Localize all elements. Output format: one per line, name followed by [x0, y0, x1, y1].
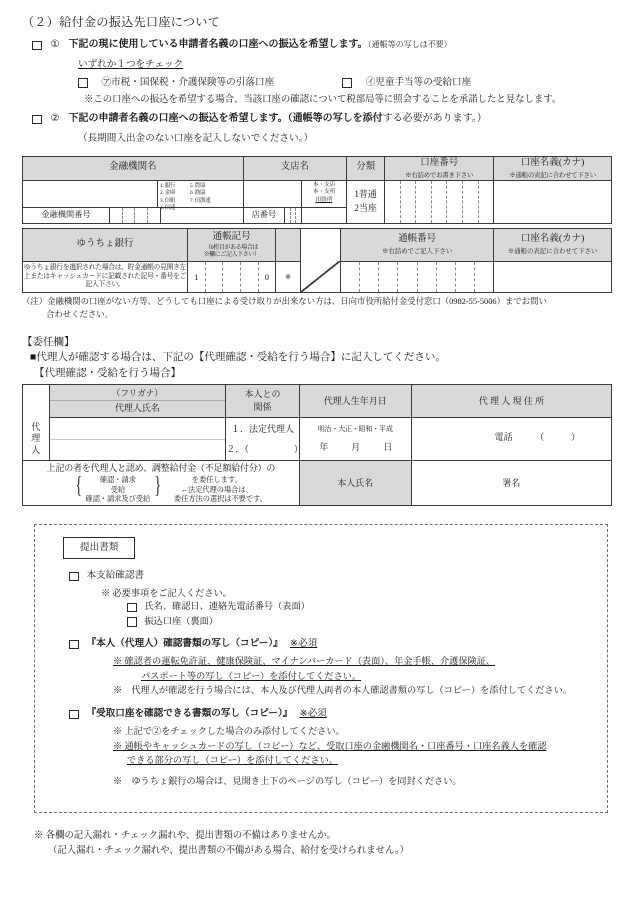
proxy-entry-row — [23, 418, 612, 461]
option-2-bold: 下記の申請者名義の口座への振込を希望します。（通帳等の写しを添付 — [68, 113, 383, 125]
yucho-name-input[interactable] — [494, 262, 611, 292]
cell-signature[interactable] — [411, 461, 611, 506]
acct-digit-1[interactable] — [385, 181, 401, 223]
footer-line-1: ※ 各欄の記入漏れ・チェック漏れや、提出書類の不備はありませんか。 — [34, 830, 336, 841]
cell-proxy-address[interactable] — [411, 418, 611, 461]
branch-kind-spacer — [301, 208, 346, 223]
submission-item-1-row — [69, 569, 595, 583]
yucho-name-header — [494, 228, 612, 261]
delegation-top-text: 上記の者を代理人と認め、調整給付金（不足額給付分）の — [46, 462, 276, 473]
submission-item-1-label: 本支給確認書 — [86, 570, 145, 582]
header-account-number — [385, 156, 494, 180]
kigou-digit-1[interactable]: 1 — [188, 262, 206, 292]
yucho-kigou-sub-2: ※欄にご記入下さい） — [203, 251, 260, 258]
branch-name-input[interactable] — [244, 181, 302, 207]
option-2-text — [68, 112, 486, 127]
proxy-vertical-label: 代 理 人 — [23, 418, 50, 461]
yucho-kigou-header — [187, 228, 275, 261]
branch-kind-3: 出張所 — [315, 196, 333, 203]
relation-option-1[interactable]: １．法定代理人 — [230, 424, 294, 435]
proxy-relation-label-1: 本人との — [244, 389, 281, 399]
submission-item-3-note-4: ※ ゆうちょ銀行の場合は、見開き上下のページの写し（コピー）を同封ください。 — [113, 776, 462, 787]
account-type-option-1[interactable]: 1普通 — [354, 189, 377, 200]
kigou-digit-2[interactable] — [206, 262, 224, 292]
inst-digit-3[interactable] — [135, 208, 148, 223]
proxy-heading: 【委任欄】 — [22, 337, 75, 349]
proxy-name-label: 代理人氏名 — [114, 403, 160, 414]
institution-name-area — [23, 181, 243, 212]
cell-proxy-relation[interactable] — [226, 418, 303, 461]
delegation-brace-row — [73, 475, 299, 505]
bank-table-header-row — [23, 156, 612, 180]
bangou-digit-6[interactable] — [437, 262, 456, 292]
cell-proxy-name[interactable] — [49, 418, 226, 461]
submission-item-1-check-1-row — [127, 600, 595, 613]
delegation-right-2: ←法定代理の場合は、 — [180, 485, 253, 494]
proxy-birth-header: 代理人生年月日 — [299, 384, 411, 418]
footer-line-2: （記入漏れ・チェック漏れや、提出書類の不備がある場合、給付を受けられません。） — [48, 845, 410, 856]
institution-kind-spacer — [160, 208, 243, 223]
branch-kind-1: 本・支店 — [312, 181, 336, 188]
bangou-digit-3[interactable] — [379, 262, 398, 292]
yucho-instruction-note: ゆうちょ銀行を選択された場合は、貯金通帳の見開き左上またはキャッシュカードに記載された記号・番号をご記入下さい。 — [23, 261, 188, 292]
acct-digit-7[interactable] — [479, 181, 494, 223]
institution-kind-list — [158, 181, 243, 212]
institution-number-area — [23, 208, 243, 223]
cell-yucho-name[interactable] — [494, 261, 612, 292]
bangou-digit-5[interactable] — [418, 262, 437, 292]
header-institution: 金融機関名 — [23, 156, 244, 180]
header-account-name-main: 口座名義(カナ) — [520, 157, 585, 168]
checkbox-submission-3[interactable] — [69, 710, 79, 720]
cell-yucho-kigou-star[interactable]: ※ — [276, 261, 301, 292]
submission-item-1-note: ※ 必要事項をご記入ください。 — [101, 588, 232, 599]
checkbox-submission-1-b[interactable] — [127, 617, 137, 627]
self-name-label: 本人氏名 — [299, 461, 411, 506]
checkbox-option-1[interactable] — [32, 41, 42, 51]
option-b-label: ㋑児童手当等の受給口座 — [365, 76, 472, 88]
relation-option-2[interactable]: ２．（ ） — [226, 444, 303, 455]
yucho-kigou-star-header — [276, 228, 301, 261]
proxy-name-input[interactable] — [50, 440, 226, 460]
proxy-section — [22, 335, 612, 506]
branch-name-area — [244, 181, 346, 208]
check-one-label: いずれか１つをチェック — [78, 58, 184, 70]
branch-number-boxes[interactable] — [285, 208, 301, 223]
submission-item-3-text — [87, 707, 327, 721]
yucho-divider-slash — [300, 261, 340, 292]
branch-kind-list — [302, 181, 346, 207]
submission-item-3-note-1: ※ 上記で②をチェックした場合のみ添付してください。 — [113, 726, 345, 737]
submission-item-2-label: 『本人（代理人）確認書類の写し（コピー）』 — [86, 638, 283, 650]
branch-cell-inner — [244, 181, 346, 223]
option-2-tail: する必要があります。） — [382, 113, 487, 125]
cell-account-name[interactable] — [494, 180, 612, 223]
kind-6: 6. 漁協 — [189, 190, 206, 197]
submission-item-1-check-2-label: 振込口座（裏面） — [144, 615, 218, 626]
option-1-paren: （通帳等の写しは不要） — [367, 40, 452, 50]
branch-number-label: 店番号 — [244, 208, 285, 223]
branch-number-area — [244, 208, 346, 223]
checkbox-option-a[interactable] — [78, 78, 88, 88]
yucho-table — [22, 228, 612, 293]
proxy-name-header — [49, 384, 226, 418]
bank-table-entry-row — [23, 180, 612, 223]
yucho-entry-row — [23, 261, 612, 292]
bangou-digit-7[interactable] — [456, 262, 475, 292]
delegation-option-3[interactable]: 確認・請求及び受給 — [85, 495, 151, 504]
option-2-subnote: （長期間入出金のない口座を記入しないでください。） — [78, 132, 314, 144]
bank-note — [22, 296, 612, 321]
kind-3: 3. 信組 — [159, 197, 176, 204]
acct-digit-5[interactable] — [447, 181, 463, 223]
submission-item-3-label: 『受取口座を確認できる書類の写し（コピー）』 — [86, 708, 293, 720]
inst-digit-2[interactable] — [123, 208, 136, 223]
option-1-bold: 下記の現に使用している申請者名義の口座への振込を希望します。 — [68, 39, 368, 51]
header-type: 分類 — [346, 156, 384, 180]
delegation-option-2[interactable]: 受給 — [110, 485, 126, 494]
header-account-number-main: 口座番号 — [420, 157, 459, 168]
signature-label: 署名 — [502, 477, 521, 488]
submission-item-2 — [47, 637, 595, 698]
bank-note-line-2: 合わせください。 — [46, 309, 113, 319]
yucho-kigou-main: 通帳記号 — [212, 231, 251, 242]
option-2-row — [32, 112, 614, 127]
yucho-name-sub: ※通帳の表記に合わせて下さい — [507, 248, 598, 256]
submission-item-2-text — [87, 637, 318, 651]
institution-number-label: 金融機関番号 — [23, 208, 110, 223]
submission-item-3 — [47, 707, 595, 789]
submission-item-1-check-1-label: 氏名、確認日、連絡先電話番号（表面） — [144, 601, 310, 612]
bangou-digit-2[interactable] — [360, 262, 379, 292]
brace-right-icon: } — [154, 473, 162, 500]
option-a-label: ㋐市税・国保税・介護保険等の引落口座 — [101, 76, 275, 88]
submission-item-1 — [47, 569, 595, 628]
cell-institution[interactable] — [23, 180, 244, 223]
delegation-statement-cell — [23, 461, 300, 506]
submission-documents-box — [34, 524, 608, 813]
institution-number-boxes[interactable] — [110, 208, 160, 223]
kind-1: 1. 銀行 — [159, 182, 176, 189]
header-account-number-sub: ※右詰めでお書き下さい — [405, 171, 474, 179]
proxy-name-inner — [50, 418, 226, 460]
birth-era-options[interactable]: 明治・大正・昭和・平成 — [317, 425, 393, 433]
inst-digit-1[interactable] — [110, 208, 123, 223]
yucho-bangou-sub: ※右詰めでご記入下さい — [381, 248, 453, 256]
header-account-name — [494, 156, 612, 180]
yucho-bangou-main: 通帳番号 — [398, 234, 437, 245]
bank-note-line-1: （注）金融機関の口座がない方等、どうしても口座による受け取りが出来ない方は、日向市役所給付金受付窓口（0982-55-5006）までお問い — [22, 296, 547, 306]
delegation-right-1: を委任します。 — [191, 476, 242, 485]
account-type-option-2[interactable]: 2当座 — [354, 202, 377, 213]
acct-digit-2[interactable] — [401, 181, 417, 223]
yucho-name-main: 口座名義(カナ) — [520, 234, 585, 245]
bank-account-table-wrap — [22, 156, 612, 293]
footer-note — [34, 829, 612, 859]
submission-title: 提出書類 — [63, 537, 135, 559]
submission-item-2-note-2: パスポート等の写し（コピー）を添付してください。 — [141, 670, 362, 681]
option-1-text — [68, 38, 451, 53]
checkbox-submission-1-a[interactable] — [127, 603, 137, 613]
sub-options-row — [78, 76, 614, 90]
kigou-digit-5[interactable]: 0 — [264, 271, 270, 282]
delegation-option-1[interactable]: 確認・請求 — [99, 476, 136, 485]
yucho-kigou-sub-1: （6桁目がある場合は — [205, 244, 259, 251]
header-branch: 支店名 — [243, 156, 346, 180]
cell-yucho-kigou[interactable] — [187, 261, 275, 292]
kigou-digit-3[interactable] — [223, 262, 241, 292]
branch-kind-2: 本・支所 — [312, 189, 336, 196]
cell-account-type[interactable] — [346, 180, 384, 223]
bangou-digit-4[interactable] — [398, 262, 417, 292]
section-2-title: （２）給付金の振込先口座について — [22, 15, 221, 29]
institution-cell-inner — [23, 181, 243, 223]
proxy-tel-label[interactable]: 電話 （ ） — [494, 432, 581, 443]
cell-account-number[interactable] — [385, 180, 494, 223]
proxy-furigana-input[interactable] — [50, 418, 226, 440]
yucho-bangou-header — [341, 228, 494, 261]
acct-digit-4[interactable] — [432, 181, 448, 223]
proxy-table — [22, 384, 612, 507]
proxy-relation-label-2: 関係 — [253, 402, 272, 413]
institution-name-input[interactable] — [23, 181, 158, 207]
acct-digit-3[interactable] — [416, 181, 432, 223]
proxy-furigana-label: （フリガナ） — [50, 385, 226, 401]
submission-item-2-note-1: ※ 確認者の運転免許証、健康保険証、マイナンバーカード（表面）、年金手帳、介護保険証、 — [113, 655, 496, 666]
checkbox-submission-1[interactable] — [69, 572, 79, 582]
section-2-bank-account — [0, 0, 630, 146]
option-1-number: ① — [50, 39, 60, 51]
submission-item-2-row — [69, 637, 595, 651]
proxy-address-header: 代 理 人 現 住 所 — [411, 384, 611, 418]
submission-item-3-required: ※必須 — [299, 708, 327, 720]
yucho-divider-header — [300, 228, 340, 261]
submission-item-3-notes — [113, 724, 595, 789]
delegation-options[interactable] — [85, 475, 153, 505]
kind-2: 2. 金庫 — [159, 190, 176, 197]
proxy-relation-header — [226, 384, 300, 418]
submission-item-2-required: ※必須 — [290, 638, 318, 650]
delegation-right-text — [164, 475, 267, 505]
checkbox-option-2[interactable] — [32, 115, 42, 125]
yucho-title: ゆうちょ銀行 — [23, 228, 188, 261]
header-account-name-sub: ※通帳の表記に合わせて下さい — [509, 171, 596, 179]
account-name-input[interactable] — [494, 181, 611, 223]
kigou-digit-4[interactable] — [241, 262, 259, 292]
submission-item-3-note-3: できる部分の写し（コピー）を添付してください。 — [127, 755, 338, 766]
submission-item-2-notes — [113, 654, 595, 698]
kind-4: 4. 信連 — [159, 205, 176, 212]
option-1-row — [32, 38, 614, 53]
bangou-digit-8[interactable] — [475, 262, 493, 292]
cell-proxy-birth[interactable] — [299, 418, 411, 461]
option-2-number: ② — [50, 113, 60, 125]
acct-digit-6[interactable] — [463, 181, 479, 223]
proxy-line-1: ■代理人が確認する場合は、下記の【代理確認・受給を行う場合】に記入してください。 — [30, 352, 446, 364]
yucho-header-row — [23, 228, 612, 261]
submission-item-3-note-2: ※ 通帳やキャッシュカードの写し（コピー）など、受取口座の金融機関名・口座番号・口座名義人を確認 — [113, 740, 547, 751]
kind-5: 5. 農協 — [189, 182, 206, 189]
consent-note: ※この口座への振込を希望する場合、当該口座の確認について税部局等に照会することを承諾したと見なします。 — [84, 94, 562, 105]
bangou-digit-1[interactable] — [341, 262, 360, 292]
checkbox-submission-2[interactable] — [69, 640, 79, 650]
submission-item-2-note-3: ※ 代理人が確認を行う場合には、本人及び代理人両者の本人確認書類の写し（コピー）を添付してください。 — [113, 685, 573, 696]
inst-digit-4[interactable] — [148, 208, 160, 223]
proxy-delegation-row — [23, 461, 612, 506]
delegation-right-3: 委任方法の選択は不要です。 — [166, 495, 267, 504]
cell-yucho-bangou[interactable] — [341, 261, 494, 292]
check-one-instruction — [78, 58, 614, 72]
brace-left-icon: { — [75, 473, 82, 500]
proxy-vertical-header-spacer — [23, 384, 50, 418]
bank-account-table — [22, 156, 612, 224]
checkbox-option-b[interactable] — [342, 78, 352, 88]
submission-item-3-row — [69, 707, 595, 721]
kind-7: 7. 信漁連 — [189, 197, 211, 204]
cell-branch[interactable] — [243, 180, 346, 223]
submission-item-1-check-2-row — [127, 615, 595, 628]
birth-ymd-labels[interactable]: 年 月 日 — [319, 442, 400, 453]
proxy-line-2: 【代理確認・受給を行う場合】 — [34, 367, 181, 379]
proxy-header-row — [23, 384, 612, 418]
